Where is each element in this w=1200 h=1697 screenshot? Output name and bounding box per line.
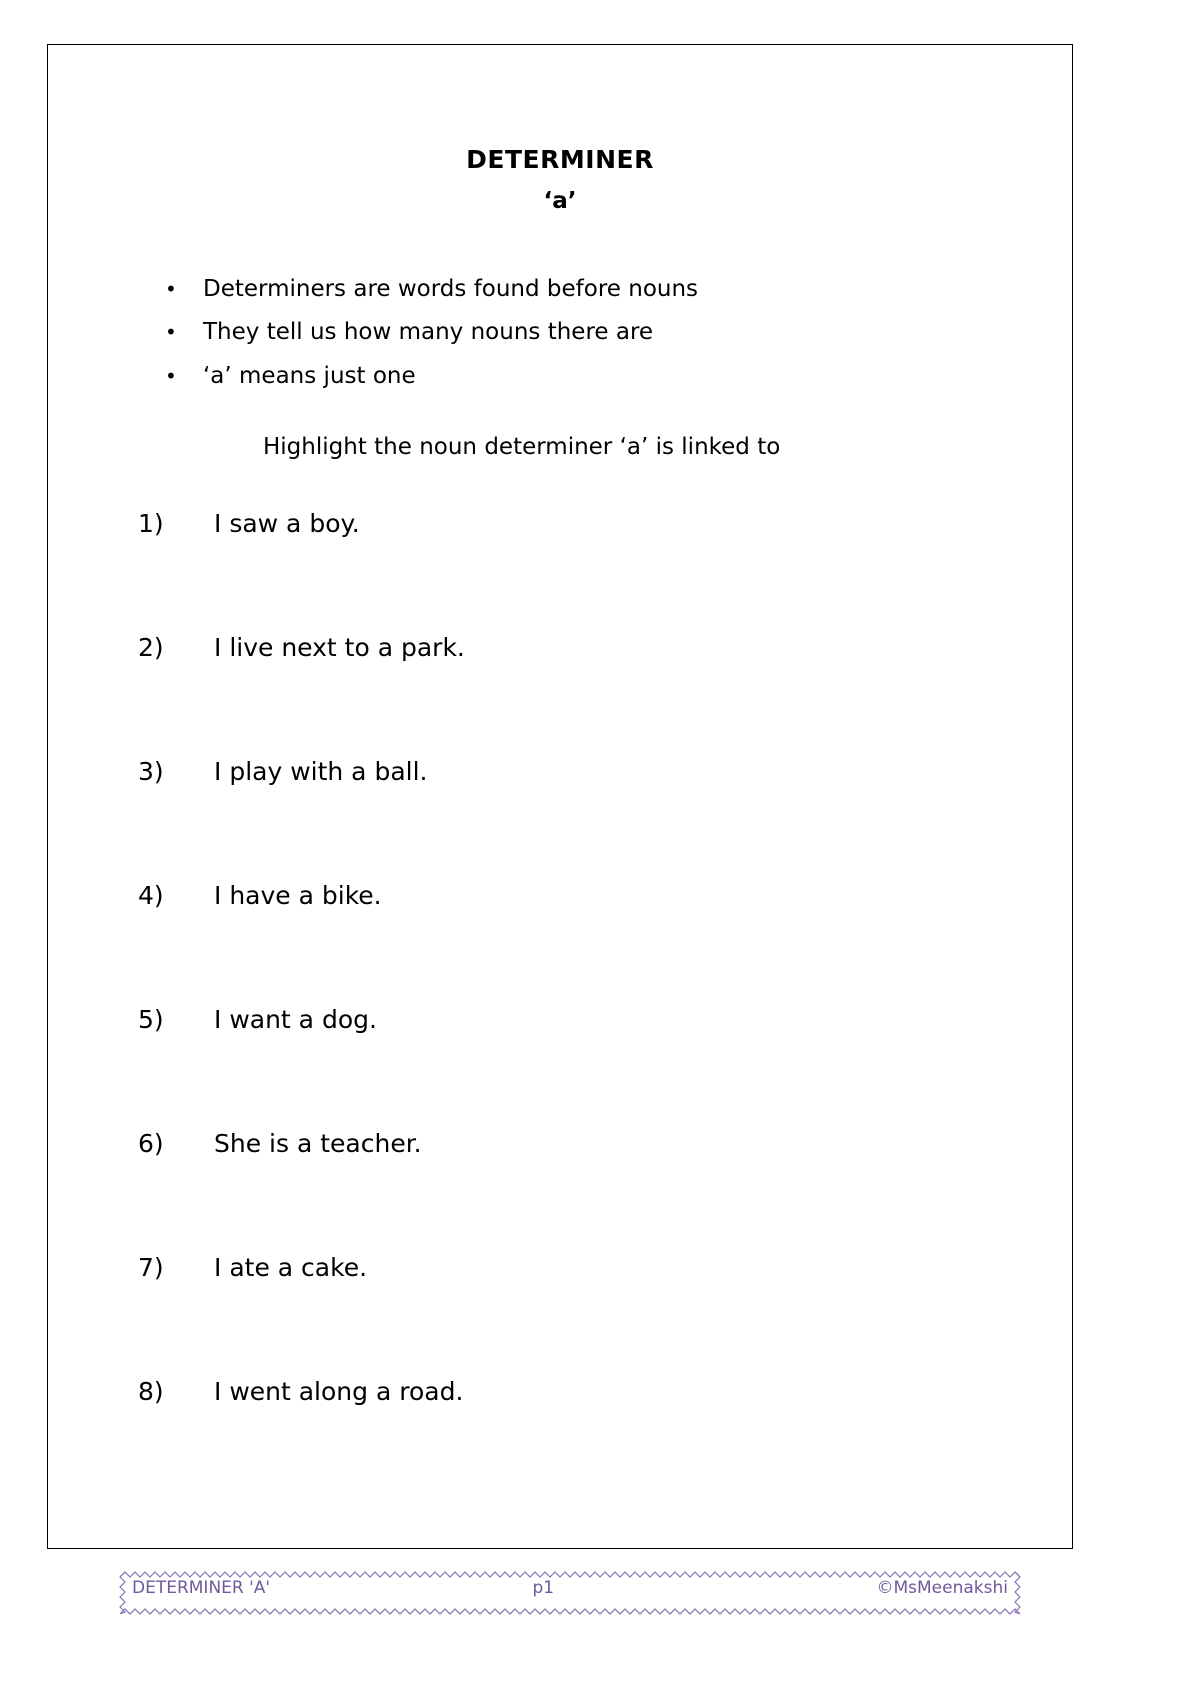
question-row bbox=[138, 1005, 1072, 1129]
question-text: I want a dog. bbox=[214, 1005, 377, 1035]
list-item-label: Determiners are words found before nouns bbox=[203, 276, 699, 302]
footer-copyright: ©MsMeenakshi bbox=[876, 1578, 1008, 1598]
question-row bbox=[138, 757, 1072, 881]
list-item-label: ‘a’ means just one bbox=[203, 362, 416, 389]
question-text: I went along a road. bbox=[214, 1377, 464, 1407]
question-text: I saw a boy. bbox=[214, 509, 360, 539]
question-number: 4) bbox=[138, 881, 164, 911]
worksheet-page bbox=[47, 44, 1073, 1598]
footer-left-text: DETERMINER 'A' bbox=[132, 1578, 271, 1598]
bullet-point-icon: • bbox=[165, 277, 177, 301]
bullet-point-icon: • bbox=[165, 320, 177, 345]
instruction-text: Highlight the noun determiner ‘a’ is linked to bbox=[263, 434, 781, 461]
page-title: DETERMINER bbox=[466, 145, 654, 174]
page-subtitle: ‘a’ bbox=[543, 188, 577, 214]
page-footer bbox=[120, 1572, 1020, 1616]
question-text: I have a bike. bbox=[214, 881, 382, 911]
question-number: 6) bbox=[138, 1129, 164, 1159]
question-row bbox=[138, 1253, 1072, 1377]
question-number: 3) bbox=[138, 757, 164, 787]
list-item-label: They tell us how many nouns there are bbox=[203, 319, 654, 346]
question-number: 7) bbox=[138, 1253, 164, 1283]
question-row bbox=[138, 633, 1072, 757]
list-item bbox=[165, 319, 1072, 346]
question-text: I play with a ball. bbox=[214, 757, 428, 787]
question-number: 8) bbox=[138, 1377, 164, 1407]
question-text: She is a teacher. bbox=[214, 1129, 422, 1159]
zigzag-bottom-icon bbox=[120, 1607, 1020, 1616]
question-number: 5) bbox=[138, 1005, 164, 1035]
question-text: I live next to a park. bbox=[214, 633, 465, 663]
list-item bbox=[165, 362, 1072, 389]
zigzag-left-icon bbox=[118, 1572, 127, 1614]
question-text: I ate a cake. bbox=[214, 1253, 368, 1283]
bullet-point-icon: • bbox=[165, 363, 177, 388]
question-list bbox=[48, 509, 1072, 1501]
list-item bbox=[165, 276, 1072, 302]
bullet-list bbox=[48, 276, 1072, 389]
footer-page-number: p1 bbox=[532, 1578, 555, 1598]
zigzag-right-icon bbox=[1013, 1572, 1022, 1614]
question-number: 1) bbox=[138, 509, 164, 539]
question-row bbox=[138, 1377, 1072, 1501]
question-number: 2) bbox=[138, 633, 164, 663]
question-row bbox=[138, 1129, 1072, 1253]
question-row bbox=[138, 881, 1072, 1005]
question-row bbox=[138, 509, 1072, 633]
